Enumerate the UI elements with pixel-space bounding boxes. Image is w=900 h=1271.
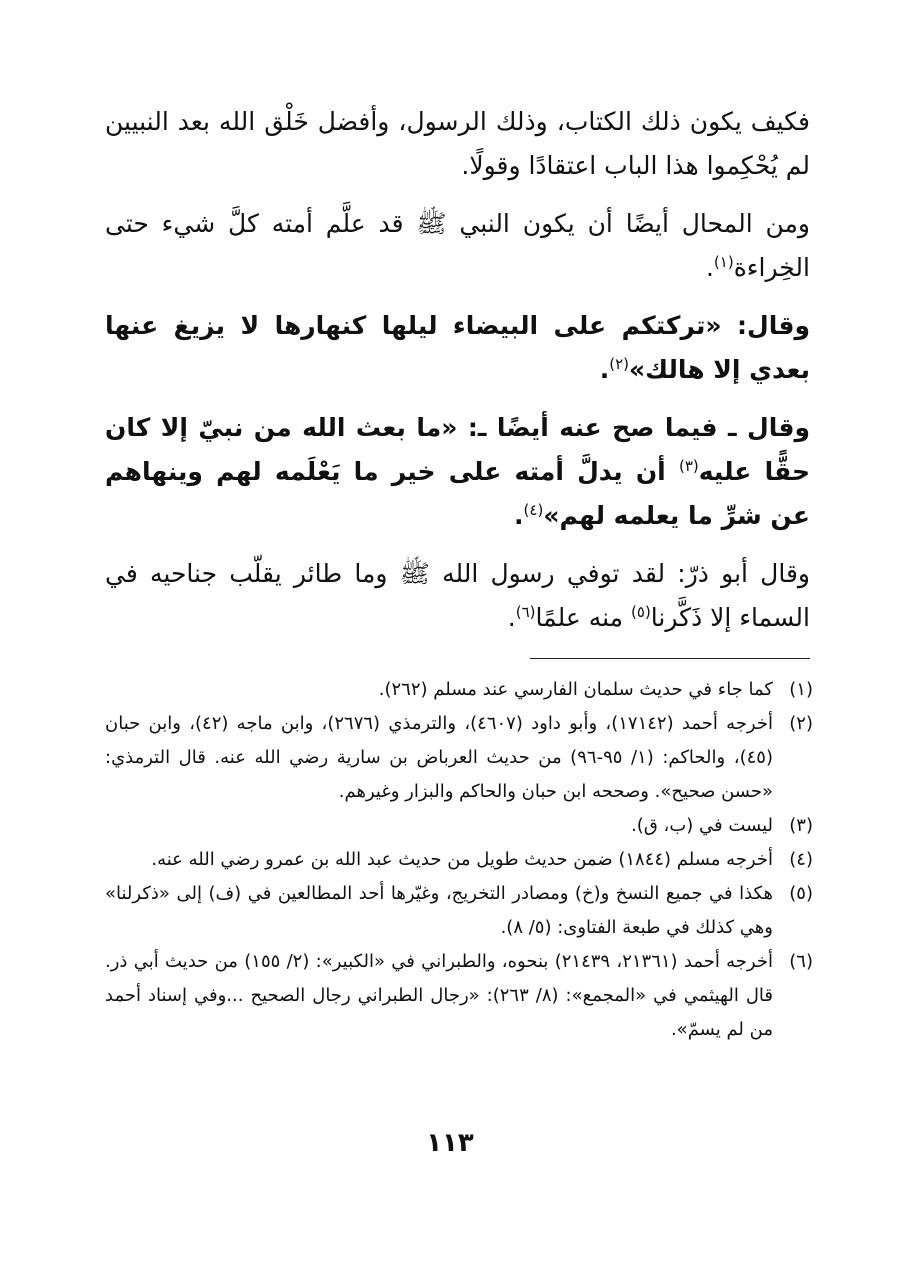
paragraph-3-end: . [599,355,610,384]
paragraph-5-text-a: وقال أبو ذرّ: لقد توفي رسول الله ﷺ وما طائر يقلّب جناحيه في السماء إلا ذَكَّرنا [105,559,810,632]
footnote-text: أخرجه أحمد (٢١٣٦١، ٢١٤٣٩) بنحوه، والطبراني في «الكبير»: (٢/ ١٥٥) من حديث أبي ذر. قال الهيثمي في «المجمع»: (٨/ ٢٦٣): «رجال الطبراني رجال الصحيح ...وفي إسناد أحمد من لم يسمّ». [105,951,773,1040]
footnote-text: كما جاء في حديث سلمان الفارسي عند مسلم (٢٦٢). [378,679,773,700]
footnote-number: (٢) [789,713,813,734]
paragraph-4 [105,406,810,538]
paragraph-4-text-b: أن يدلَّ أمته على خير ما يَعْلَمه لهم وينهاهم عن شرِّ ما يعلمه لهم» [105,457,810,530]
footnote-5 [105,877,813,945]
footnote-6 [105,945,813,1047]
page-number: ١١٣ [426,1128,474,1158]
footnote-ref-1: (١) [713,253,734,271]
footnote-number: (٤) [789,849,813,870]
footnote-number: (١) [789,679,813,700]
footnote-number: (٣) [789,815,813,836]
footnote-1 [105,673,813,707]
footnote-ref-3: (٣) [678,457,699,475]
footnote-text: ليست في (ب، ق). [631,815,773,836]
paragraph-2-text: ومن المحال أيضًا أن يكون النبي ﷺ قد علَّم أمته كلَّ شيء حتى الخِراءة [105,209,810,282]
footnote-4 [105,843,813,877]
footnote-text: أخرجه مسلم (١٨٤٤) ضمن حديث طويل من حديث عبد الله بن عمرو رضي الله عنه. [151,849,773,870]
paragraph-2 [105,202,810,290]
main-text [105,100,810,654]
paragraph-1: فكيف يكون ذلك الكتاب، وذلك الرسول، وأفضل خَلْق الله بعد النبيين لم يُحْكِموا هذا الباب اعتقادًا وقولًا. [105,107,810,180]
paragraph-4-text-a: وقال ـ فيما صح عنه أيضًا ـ: «ما بعث الله من نبيّ إلا كان حقًّا عليه [105,413,810,486]
footnote-ref-6: (٦) [515,603,536,621]
paragraph-5-text-b: منه علمًا [535,603,632,632]
paragraph-2-end: . [705,253,714,282]
footnote-ref-2: (٢) [609,355,630,373]
footnote-text: هكذا في جميع النسخ و(خ) ومصادر التخريج، وغيّرها أحد المطالعين في (ف) إلى «ذكرلنا» وهي كذلك في طبعة الفتاوى: (٥/ ٨). [105,883,773,938]
paragraph-5 [105,552,810,640]
footnote-2 [105,707,813,809]
paragraph-4-end: . [514,501,524,530]
footnote-number: (٦) [789,951,813,972]
footnote-text: أخرجه أحمد (١٧١٤٢)، وأبو داود (٤٦٠٧)، والترمذي (٢٦٧٦)، وابن ماجه (٤٢)، وابن حبان (٤٥)، والحاكم: (١/ ٩٥-٩٦) من حديث العرباض بن سارية رضي الله عنه. قال الترمذي: «حسن صحيح». وصححه ابن حبان والحاكم والبزار وغيرهم. [105,713,773,802]
footnote-number: (٥) [789,883,813,904]
footnotes [105,673,813,1047]
footnote-ref-5: (٥) [631,603,651,621]
footnote-3 [105,809,813,843]
footnote-divider [530,658,810,659]
footnote-ref-4: (٤) [523,501,544,519]
paragraph-3 [105,304,810,392]
paragraph-5-end: . [507,603,516,632]
paragraph-3-text: وقال: «تركتكم على البيضاء ليلها كنهارها لا يزيغ عنها بعدي إلا هالك» [105,311,810,384]
